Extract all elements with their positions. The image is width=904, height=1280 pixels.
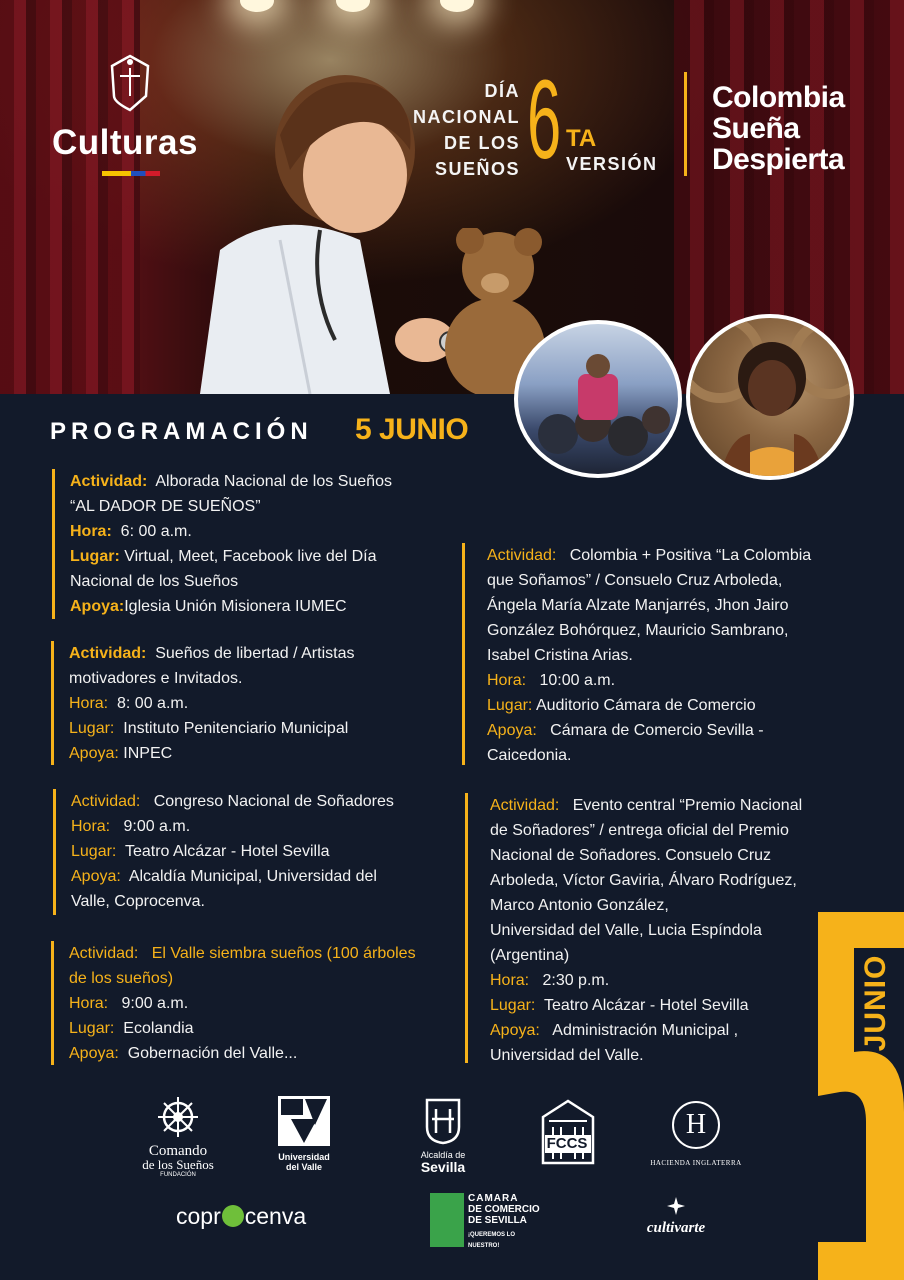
event-name — [400, 78, 520, 182]
activity-title-cont: Isabel Cristina Arias. — [487, 647, 633, 664]
sponsor-text: cenva — [244, 1203, 307, 1229]
activity-time: 8: 00 a.m. — [117, 695, 189, 712]
event-line: DÍA — [484, 81, 520, 101]
activity-title: Evento central “Premio Nacional — [572, 797, 803, 814]
activity-support: Cámara de Comercio Sevilla - — [550, 722, 764, 739]
month-text: JUNIO — [859, 954, 892, 1052]
label-actividad: Actividad: — [71, 793, 141, 810]
activity-support: Alcaldía Municipal, Universidad del — [128, 868, 377, 885]
side-date-month — [858, 950, 892, 1054]
sponsor-text: ¡QUEREMOS LO NUESTRO! — [468, 1232, 516, 1249]
sponsor-text: DE SEVILLA — [468, 1215, 527, 1226]
hacienda-inglaterra-logo — [646, 1101, 746, 1167]
schedule-date: 5 JUNIO — [355, 413, 469, 446]
activity-title-cont: Ángela María Alzate Manjarrés, Jhon Jairo — [487, 597, 789, 614]
activity-place-cont: Nacional de los Sueños — [70, 573, 239, 590]
activity-title-cont: Nacional de Soñadores. Consuelo Cruz — [490, 847, 772, 864]
activity-support-cont: Valle, Coprocenva. — [71, 893, 205, 910]
activity-card — [490, 793, 850, 1068]
label-lugar: Lugar: — [69, 720, 115, 737]
label-lugar: Lugar: — [71, 843, 117, 860]
activity-time: 9:00 a.m. — [123, 818, 191, 835]
sponsor-text: Universidad — [278, 1152, 330, 1162]
label-apoya: Apoya: — [490, 1022, 540, 1039]
activity-title-cont: Arboleda, Víctor Gaviria, Álvaro Rodríguez, — [490, 872, 797, 889]
activity-place: Virtual, Meet, Facebook live del Día — [124, 548, 377, 565]
label-lugar: Lugar: — [70, 548, 120, 565]
municipal-shield-icon — [424, 1097, 462, 1145]
label-apoya: Apoya: — [487, 722, 537, 739]
accent-bar — [51, 941, 54, 1065]
sponsor-text: Sevilla — [420, 1159, 466, 1175]
slogan-line: Despierta — [712, 143, 845, 176]
label-actividad: Actividad: — [490, 797, 560, 814]
culturas-logo — [52, 52, 212, 176]
label-hora: Hora: — [69, 995, 109, 1012]
sponsor-text: FUNDACIÓN — [160, 1172, 196, 1178]
activity-title-cont: que Soñamos” / Consuelo Cruz Arboleda, — [487, 572, 783, 589]
sponsor-text: Comando — [148, 1143, 208, 1159]
sponsor-text: DE COMERCIO — [468, 1204, 540, 1215]
label-actividad: Actividad: — [69, 945, 139, 962]
label-hora: Hora: — [70, 523, 112, 540]
sponsor-text: Alcaldía de — [420, 1150, 466, 1160]
coprocenva-logo — [176, 1203, 346, 1239]
sponsor-text: del Valle — [285, 1162, 323, 1172]
colombia-crest-icon — [104, 52, 156, 112]
sponsor-text: copr — [176, 1203, 221, 1229]
sparkle-icon — [661, 1197, 691, 1215]
activity-title: Alborada Nacional de los Sueños — [155, 473, 392, 490]
camara-symbol-icon — [430, 1193, 464, 1247]
sponsors-strip — [0, 1085, 904, 1280]
speaker-portrait-photo — [686, 314, 854, 480]
label-hora: Hora: — [490, 972, 530, 989]
label-hora: Hora: — [69, 695, 109, 712]
activity-title: Congreso Nacional de Soñadores — [153, 793, 394, 810]
activity-support-cont: Caicedonia. — [487, 747, 572, 764]
activity-support: INPEC — [123, 745, 173, 762]
activity-place: Teatro Alcázar - Hotel Sevilla — [543, 997, 749, 1014]
sponsor-text: CAMARA — [468, 1193, 519, 1204]
activity-title-cont: (Argentina) — [490, 947, 570, 964]
hacienda-monogram-icon: H — [672, 1101, 720, 1149]
edition-word: VERSIÓN — [566, 154, 658, 174]
activity-place: Auditorio Cámara de Comercio — [535, 697, 756, 714]
alcaldia-sevilla-logo — [410, 1097, 476, 1174]
activity-place: Teatro Alcázar - Hotel Sevilla — [124, 843, 330, 860]
label-apoya: Apoya: — [69, 1045, 119, 1062]
label-actividad: Actividad: — [487, 547, 557, 564]
divider — [684, 72, 687, 176]
activity-card — [487, 543, 857, 768]
activity-card — [71, 789, 441, 914]
coprocenva-circle-icon — [222, 1205, 244, 1227]
activity-title: Colombia + Positiva “La Colombia — [569, 547, 812, 564]
activity-support: Administración Municipal , — [552, 1022, 739, 1039]
activity-title-cont: Marco Antonio González, — [490, 897, 669, 914]
activity-card — [69, 941, 449, 1066]
children-group-photo — [514, 320, 682, 478]
sponsor-text: HACIENDA INGLATERRA — [650, 1159, 742, 1167]
activity-time: 10:00 a.m. — [539, 672, 616, 689]
label-apoya: Apoya: — [71, 868, 121, 885]
sponsor-text: FCCS — [546, 1135, 588, 1152]
comando-suenos-logo — [138, 1095, 218, 1178]
activity-title: Sueños de libertad / Artistas — [155, 645, 355, 662]
label-apoya: Apoya: — [69, 745, 119, 762]
activity-card — [70, 469, 440, 619]
event-line: SUEÑOS — [434, 159, 520, 179]
activity-title-cont: “AL DADOR DE SUEÑOS” — [70, 498, 261, 515]
activity-title-cont: de Soñadores” / entrega oficial del Premio — [490, 822, 789, 839]
slogan-line: Sueña — [712, 112, 800, 145]
activity-card — [69, 641, 439, 766]
brand-name: Culturas — [52, 123, 198, 162]
activity-place: Ecolandia — [123, 1020, 194, 1037]
accent-bar — [462, 543, 465, 765]
label-apoya: Apoya: — [70, 598, 125, 615]
label-lugar: Lugar: — [487, 697, 533, 714]
accent-bar — [53, 789, 56, 915]
event-line: DE LOS — [443, 133, 520, 153]
label-hora: Hora: — [71, 818, 111, 835]
activity-title: El Valle siembra sueños (100 árboles — [151, 945, 416, 962]
activity-support: Gobernación del Valle... — [127, 1045, 298, 1062]
label-lugar: Lugar: — [69, 1020, 115, 1037]
activity-title-cont: Universidad del Valle, Lucia Espíndola — [490, 922, 762, 939]
activity-time: 9:00 a.m. — [121, 995, 189, 1012]
accent-bar — [51, 641, 54, 765]
flag-stripe — [102, 171, 160, 176]
fccs-logo — [538, 1099, 598, 1165]
schedule-title: PROGRAMACIÓN — [50, 418, 313, 445]
activity-title-cont: de los sueños) — [69, 970, 174, 987]
label-actividad: Actividad: — [70, 473, 148, 490]
sponsor-text: cultivarte — [646, 1220, 706, 1236]
accent-bar — [465, 793, 468, 1063]
label-hora: Hora: — [487, 672, 527, 689]
activity-support: Iglesia Unión Misionera IUMEC — [124, 598, 347, 615]
activity-place: Instituto Penitenciario Municipal — [123, 720, 349, 737]
univalle-logo — [276, 1095, 332, 1172]
fccs-icon — [539, 1099, 597, 1165]
activity-title-cont: motivadores e Invitados. — [69, 670, 243, 687]
label-actividad: Actividad: — [69, 645, 147, 662]
cultivarte-logo — [636, 1197, 716, 1237]
spotlight — [440, 0, 474, 12]
event-line: NACIONAL — [413, 107, 520, 127]
activity-time: 6: 00 a.m. — [120, 523, 192, 540]
edition-number: 6 — [527, 57, 562, 182]
univalle-icon — [277, 1095, 331, 1147]
slogan — [712, 82, 845, 175]
activity-support-cont: Universidad del Valle. — [490, 1047, 644, 1064]
activity-title-cont: González Bohórquez, Mauricio Sambrano, — [487, 622, 789, 639]
spotlight — [336, 0, 370, 12]
spotlight — [240, 0, 274, 12]
ship-wheel-icon — [158, 1095, 198, 1139]
accent-bar — [52, 469, 55, 619]
sponsor-text: de los Sueños — [142, 1157, 214, 1172]
camara-comercio-logo — [430, 1193, 544, 1249]
edition-suffix: TA — [566, 125, 597, 152]
label-lugar: Lugar: — [490, 997, 536, 1014]
activity-time: 2:30 p.m. — [542, 972, 610, 989]
slogan-line: Colombia — [712, 81, 845, 114]
